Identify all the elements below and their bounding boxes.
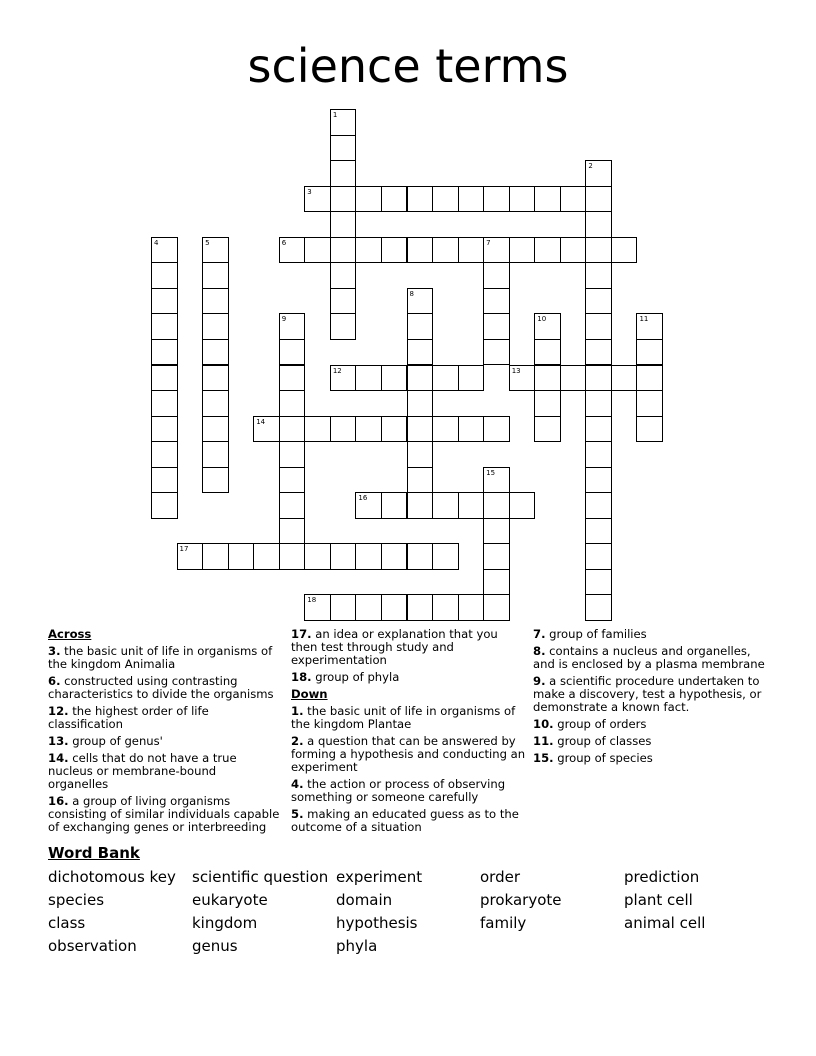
grid-cell[interactable] [151,390,178,417]
grid-cell[interactable] [534,186,561,213]
grid-cell[interactable] [228,543,255,570]
clues-column-1 [48,628,280,838]
word-bank-word: prediction [624,868,700,886]
grid-cell[interactable] [534,339,561,366]
grid-cell[interactable] [585,518,612,545]
grid-cell[interactable] [432,365,459,392]
grid-cell[interactable] [585,467,612,494]
grid-cell[interactable] [279,390,306,417]
grid-cell[interactable] [585,262,612,289]
grid-cell[interactable] [509,492,536,519]
grid-cell[interactable] [483,569,510,596]
word-bank [48,866,768,958]
across-clue-18: 18. group of phyla [291,670,400,684]
word-bank-word: domain [336,891,393,909]
grid-cell[interactable] [304,543,331,570]
across-clue-13: 13. group of genus' [48,734,163,748]
word-bank-word: dichotomous key [48,868,176,886]
grid-cell[interactable] [585,594,612,621]
grid-cell[interactable] [279,467,306,494]
grid-cell[interactable] [304,237,331,264]
grid-cell[interactable] [458,416,485,443]
grid-cell[interactable] [355,186,382,213]
grid-cell[interactable] [585,365,612,392]
down-clue-11: 11. group of classes [533,734,652,748]
cell-number: 15 [486,468,496,477]
word-bank-word: order [480,868,520,886]
grid-cell[interactable] [202,339,229,366]
grid-cell[interactable] [585,211,612,238]
grid-cell[interactable] [483,594,510,621]
word-bank-word: species [48,891,105,909]
grid-cell[interactable] [407,416,434,443]
word-bank-word: phyla [336,937,378,955]
grid-cell[interactable] [381,543,408,570]
across-clue-3: 3. the basic unit of life in organisms of the kingdom Animalia [48,644,273,671]
grid-cell[interactable] [330,416,357,443]
grid-cell[interactable] [355,492,382,519]
cell-number: 13 [511,366,521,375]
cell-number: 8 [409,289,414,298]
grid-cell[interactable] [509,237,536,264]
grid-cell[interactable] [432,492,459,519]
grid-cell[interactable] [330,262,357,289]
down-clue-15: 15. group of species [533,751,653,765]
grid-cell[interactable] [202,313,229,340]
down-clue-5: 5. making an educated guess as to the outcome of a situation [291,807,519,834]
grid-cell[interactable] [483,339,510,366]
down-clue-9: 9. a scientific procedure undertaken to make a discovery, test a hypothesis, or demonstrate a known fact. [533,674,762,714]
word-bank-word: animal cell [624,914,706,932]
grid-cell[interactable] [202,237,229,264]
grid-cell[interactable] [585,339,612,366]
grid-cell[interactable] [151,492,178,519]
grid-cell[interactable] [381,492,408,519]
clues-column-2 [291,628,527,838]
grid-cell[interactable] [636,416,663,443]
grid-cell[interactable] [534,416,561,443]
cell-number: 12 [332,366,342,375]
grid-cell[interactable] [636,390,663,417]
grid-cell[interactable] [560,237,587,264]
grid-cell[interactable] [407,543,434,570]
word-bank-heading: Word Bank [48,844,140,862]
cell-number: 4 [154,238,159,247]
grid-cell[interactable] [611,365,638,392]
cell-number: 16 [358,494,368,503]
grid-cell[interactable] [151,441,178,468]
grid-cell[interactable] [636,365,663,392]
grid-cell[interactable] [279,441,306,468]
grid-cell[interactable] [458,186,485,213]
grid-cell[interactable] [585,416,612,443]
grid-cell[interactable] [483,467,510,494]
grid-cell[interactable] [534,365,561,392]
cell-number: 18 [307,596,317,605]
grid-cell[interactable] [330,135,357,162]
grid-cell[interactable] [202,288,229,315]
word-bank-word: prokaryote [480,891,562,909]
grid-cell[interactable] [407,467,434,494]
puzzle-title: science terms [247,39,569,93]
grid-cell[interactable] [585,390,612,417]
cell-number: 9 [281,315,287,324]
grid-cell[interactable] [279,237,306,264]
cell-number: 14 [256,417,266,426]
grid-cell[interactable] [253,543,280,570]
cell-number: 2 [588,162,593,171]
grid-cell[interactable] [483,262,510,289]
grid-cell[interactable] [279,339,306,366]
grid-cell[interactable] [253,416,280,443]
grid-cell[interactable] [407,492,434,519]
grid-cell[interactable] [202,365,229,392]
grid-cell[interactable] [611,237,638,264]
word-bank-word: kingdom [192,914,258,932]
word-bank-word: experiment [336,868,423,886]
grid-cell[interactable] [483,492,510,519]
down-clue-7: 7. group of families [533,627,647,641]
grid-cell[interactable] [279,543,306,570]
grid-cell[interactable] [636,313,663,340]
grid-cell[interactable] [534,237,561,264]
word-bank-word: observation [48,937,137,955]
word-bank-word: plant cell [624,891,693,909]
grid-cell[interactable] [202,262,229,289]
grid-cell[interactable] [202,416,229,443]
grid-cell[interactable] [151,339,178,366]
cell-number: 17 [179,545,189,554]
grid-cell[interactable] [458,365,485,392]
grid-cell[interactable] [585,441,612,468]
grid-cell[interactable] [483,186,510,213]
grid-cell[interactable] [151,416,178,443]
cell-number: 1 [332,111,338,119]
grid-cell[interactable] [381,594,408,621]
across-clue-6: 6. constructed using contrasting characteristics to divide the organisms [48,674,274,701]
grid-cell[interactable] [585,569,612,596]
grid-cell[interactable] [407,186,434,213]
grid-cell[interactable] [304,416,331,443]
grid-cell[interactable] [330,288,357,315]
grid-cell[interactable] [330,543,357,570]
word-bank-word: family [480,914,527,932]
grid-cell[interactable] [534,313,561,340]
grid-cell[interactable] [202,390,229,417]
grid-cell[interactable] [304,594,331,621]
grid-cell[interactable] [432,543,459,570]
grid-cell[interactable] [534,390,561,417]
down-clue-2: 2. a question that can be answered by forming a hypothesis and conducting an experiment [291,734,526,774]
word-bank-word: scientific question [192,868,329,886]
grid-cell[interactable] [381,416,408,443]
grid-cell[interactable] [355,237,382,264]
grid-cell[interactable] [202,543,229,570]
grid-cell[interactable] [509,186,536,213]
word-bank-word: hypothesis [336,914,418,932]
grid-cell[interactable] [330,594,357,621]
grid-cell[interactable] [355,543,382,570]
grid-cell[interactable] [151,365,178,392]
grid-cell[interactable] [483,416,510,443]
grid-cell[interactable] [330,211,357,238]
grid-cell[interactable] [432,237,459,264]
grid-cell[interactable] [330,186,357,213]
grid-cell[interactable] [279,416,306,443]
grid-cell[interactable] [381,365,408,392]
grid-cell[interactable] [432,416,459,443]
grid-cell[interactable] [483,288,510,315]
grid-cell[interactable] [330,365,357,392]
grid-cell[interactable] [355,365,382,392]
grid-cell[interactable] [330,313,357,340]
down-clue-1: 1. the basic unit of life in organisms of the kingdom Plantae [291,704,516,731]
across-clue-12: 12. the highest order of life classification [48,704,209,731]
grid-cell[interactable] [279,492,306,519]
grid-cell[interactable] [407,237,434,264]
word-bank-word: class [48,914,86,932]
grid-cell[interactable] [407,390,434,417]
down-heading: Down [291,687,328,701]
grid-cell[interactable] [407,288,434,315]
down-clue-4: 4. the action or process of observing something or someone carefully [291,777,506,804]
grid-cell[interactable] [407,313,434,340]
across-clue-17: 17. an idea or explanation that you then test through study and experimentation [291,627,498,667]
grid-cell[interactable] [560,186,587,213]
grid-cell[interactable] [407,441,434,468]
grid-cell[interactable] [202,467,229,494]
grid-cell[interactable] [407,365,434,392]
grid-cell[interactable] [560,365,587,392]
grid-cell[interactable] [407,339,434,366]
grid-cell[interactable] [585,313,612,340]
grid-cell[interactable] [483,518,510,545]
grid-cell[interactable] [381,186,408,213]
clues-column-3 [533,628,769,769]
across-clue-16: 16. a group of living organisms consisting of similar individuals capable of exchanging genes or interbreeding [48,794,280,834]
grid-cell[interactable] [432,594,459,621]
grid-cell[interactable] [279,365,306,392]
grid-cell[interactable] [330,237,357,264]
grid-cell[interactable] [330,160,357,187]
grid-cell[interactable] [151,288,178,315]
grid-cell[interactable] [483,313,510,340]
grid-cell[interactable] [355,416,382,443]
cell-number: 7 [486,238,491,247]
grid-cell[interactable] [458,594,485,621]
grid-cell[interactable] [279,313,306,340]
grid-cell[interactable] [585,492,612,519]
grid-cell[interactable] [509,365,536,392]
grid-cell[interactable] [636,339,663,366]
grid-cell[interactable] [585,543,612,570]
grid-cell[interactable] [304,186,331,213]
down-clue-10: 10. group of orders [533,717,647,731]
grid-cell[interactable] [585,186,612,213]
cell-number: 6 [281,238,287,247]
grid-cell[interactable] [585,288,612,315]
cell-number: 5 [205,238,210,247]
grid-cell[interactable] [458,492,485,519]
cell-number: 3 [307,187,312,196]
grid-cell[interactable] [151,262,178,289]
down-clue-8: 8. contains a nucleus and organelles, and is enclosed by a plasma membrane [533,644,765,671]
grid-cell[interactable] [407,594,434,621]
grid-cell[interactable] [381,237,408,264]
grid-cell[interactable] [177,543,204,570]
across-heading: Across [48,627,92,641]
grid-cell[interactable] [279,518,306,545]
grid-cell[interactable] [585,160,612,187]
grid-cell[interactable] [483,237,510,264]
word-bank-word: eukaryote [192,891,268,909]
cell-number: 10 [537,315,547,324]
grid-cell[interactable] [458,237,485,264]
word-bank-word: genus [192,937,238,955]
cell-number: 11 [639,315,649,324]
grid-cell[interactable] [202,441,229,468]
grid-cell[interactable] [585,237,612,264]
grid-cell[interactable] [330,109,357,136]
grid-cell[interactable] [483,543,510,570]
grid-cell[interactable] [151,313,178,340]
grid-cell[interactable] [151,237,178,264]
grid-cell[interactable] [355,594,382,621]
across-clue-14: 14. cells that do not have a true nucleus or membrane-bound organelles [48,751,237,791]
grid-cell[interactable] [151,467,178,494]
grid-cell[interactable] [432,186,459,213]
